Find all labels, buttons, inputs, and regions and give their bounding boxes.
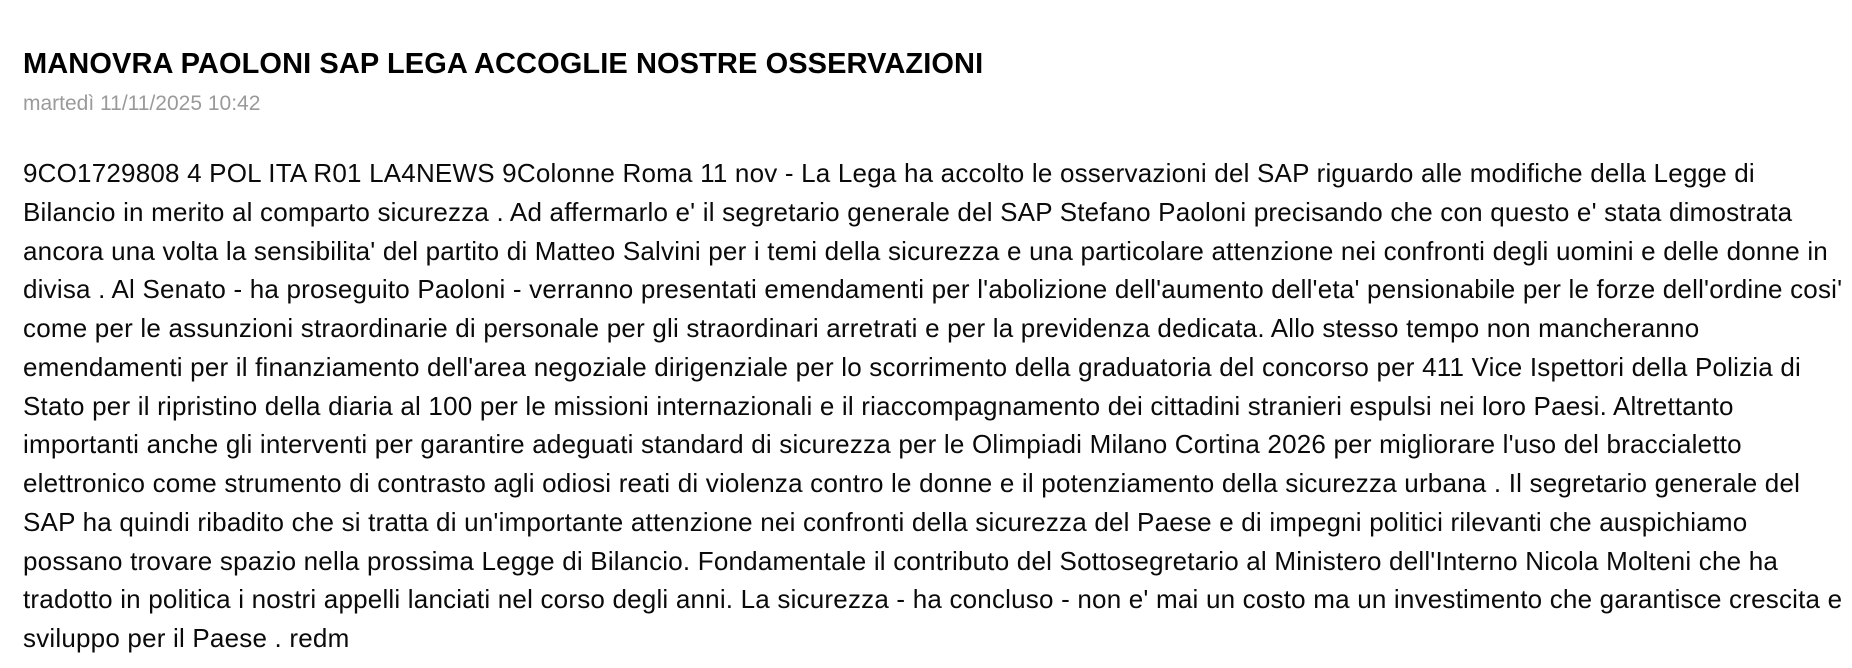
article-title: MANOVRA PAOLONI SAP LEGA ACCOGLIE NOSTRE OSSERVAZIONI — [23, 48, 984, 80]
article-body: 9CO1729808 4 POL ITA R01 LA4NEWS 9Colonne Roma 11 nov - La Lega ha accolto le osservazioni del SAP riguardo alle modifiche della Legge di Bilancio in merito al comparto sicurezza . Ad affermarlo e' il segretario generale del SAP Stefano Paoloni precisando che con questo e' stata dimostrata ancora una volta la sensibilita' del partito di Matteo Salvini per i temi della sicurezza e una particolare attenzione nei confronti degli uomini e delle donne in divisa . Al Senato - ha proseguito Paoloni - verranno presentati emendamenti per l'abolizione dell'aumento dell'eta' pensionabile per le forze dell'ordine cosi' come per le assunzioni straordinarie di personale per gli straordinari arretrati e per la previdenza dedicata. Allo stesso tempo non mancheranno emendamenti per il finanziamento dell'area negoziale dirigenziale per lo scorrimento della graduatoria del concorso per 411 Vice Ispettori della Polizia di Stato per il ripristino della diaria al 100 per le missioni internazionali e il riaccompagnamento dei cittadini stranieri espulsi nei loro Paesi. Altrettanto importanti anche gli interventi per garantire adeguati standard di sicurezza per le Olimpiadi Milano Cortina 2026 per migliorare l'uso del braccialetto elettronico come strumento di contrasto agli odiosi reati di violenza contro le donne e il potenziamento della sicurezza urbana . Il segretario generale del SAP ha quindi ribadito che si tratta di un'importante attenzione nei confronti della sicurezza del Paese e di impegni politici rilevanti che auspichiamo possano trovare spazio nella prossima Legge di Bilancio. Fondamentale il contributo del Sottosegretario al Ministero dell'Interno Nicola Molteni che ha tradotto in politica i nostri appelli lanciati nel corso degli anni. La sicurezza - ha concluso - non e' mai un costo ma un investimento che garantisce crescita e sviluppo per il Paese . redm — [23, 158, 1843, 653]
article-date: martedì 11/11/2025 10:42 — [23, 92, 261, 115]
